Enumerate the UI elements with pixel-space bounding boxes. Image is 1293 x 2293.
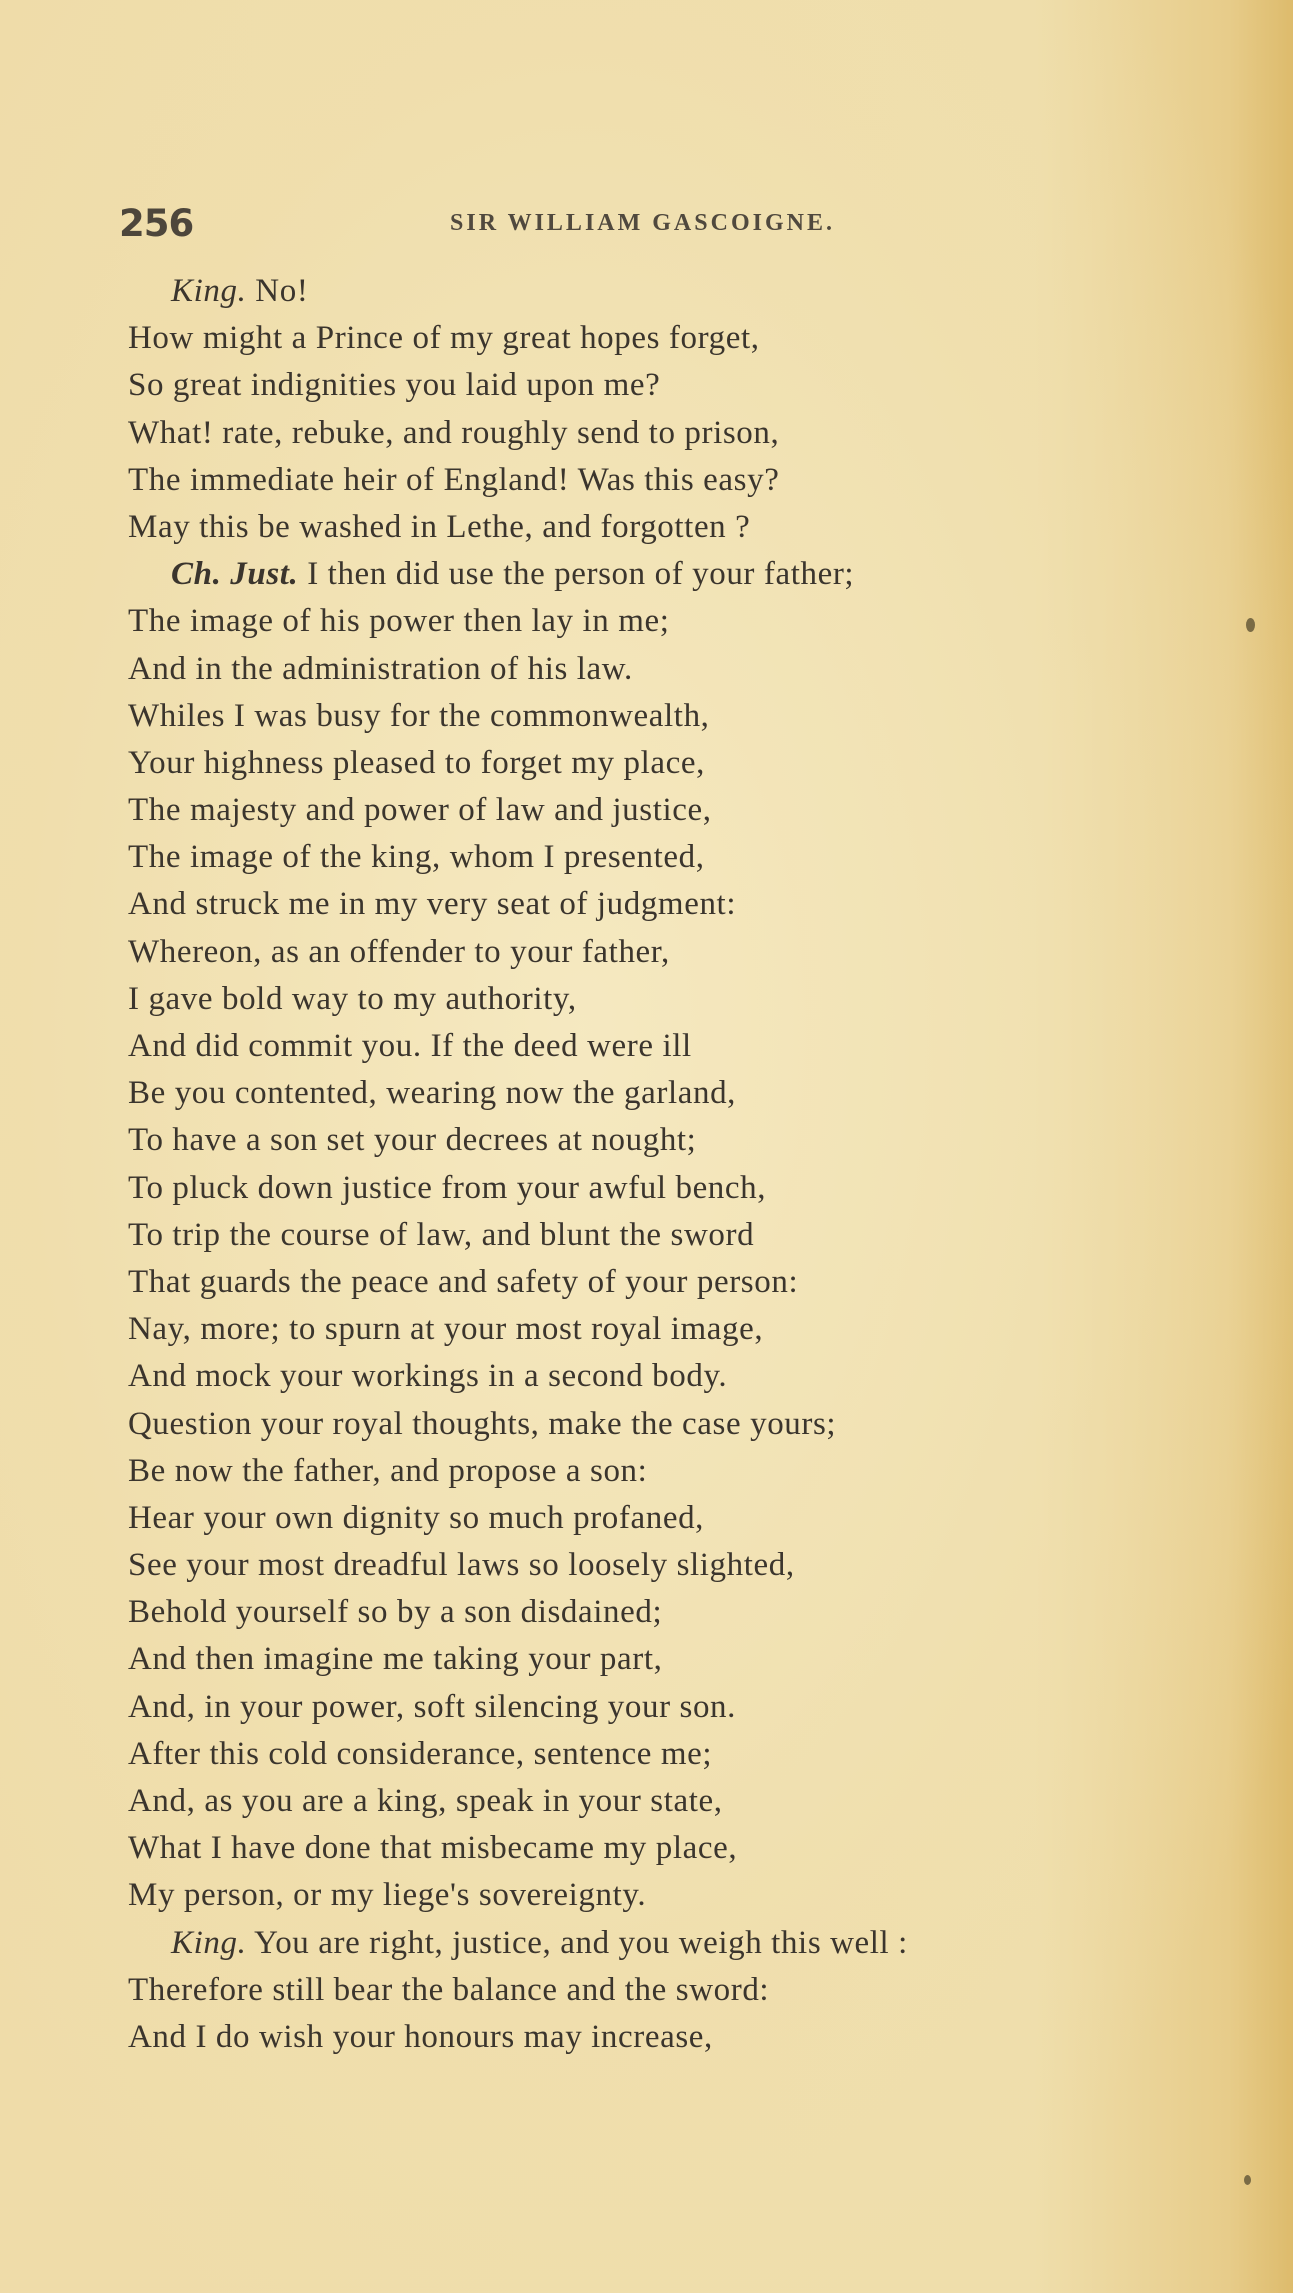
verse-line xyxy=(128,929,1228,976)
line-text: And in the administration of his law. xyxy=(128,650,633,687)
verse-line xyxy=(128,1117,1228,1164)
line-text: And, as you are a king, speak in your state, xyxy=(128,1783,723,1819)
speech-start-line xyxy=(128,1920,1228,1967)
line-text: My person, or my liege's sovereignty. xyxy=(128,1877,647,1914)
line-text: What I have done that misbecame my place, xyxy=(128,1830,738,1867)
line-text: Be now the father, and propose a son: xyxy=(128,1452,648,1489)
verse-line xyxy=(128,1306,1228,1353)
line-text: I then did use the person of your father; xyxy=(298,556,855,593)
line-text: Whereon, as an offender to your father, xyxy=(128,933,670,970)
line-text: What! rate, rebuke, and roughly send to prison, xyxy=(128,414,780,451)
verse-line xyxy=(128,693,1228,740)
line-text: Whiles I was busy for the commonwealth, xyxy=(128,697,710,734)
verse-line xyxy=(128,1165,1228,1212)
speaker-name: King. xyxy=(171,1924,247,1961)
verse-line xyxy=(128,1731,1228,1778)
line-text: So great indignities you laid upon me? xyxy=(128,367,661,404)
line-text: Be you contented, wearing now the garland, xyxy=(128,1075,737,1112)
verse-line xyxy=(128,1684,1228,1731)
verse-line xyxy=(128,1967,1228,2014)
line-text: And then imagine me taking your part, xyxy=(128,1641,663,1678)
line-text: And I do wish your honours may increase, xyxy=(128,2018,713,2055)
verse-line xyxy=(128,834,1228,881)
line-text: No! xyxy=(246,273,309,309)
line-text: The immediate heir of England! Was this easy? xyxy=(128,461,780,498)
verse-line xyxy=(128,1778,1228,1825)
verse-line xyxy=(128,1070,1228,1117)
line-text: To pluck down justice from your awful bench, xyxy=(128,1169,767,1206)
line-text: Question your royal thoughts, make the case yours; xyxy=(128,1405,837,1442)
line-text: After this cold considerance, sentence me; xyxy=(128,1735,713,1772)
line-text: How might a Prince of my great hopes forget, xyxy=(128,320,760,357)
verse-line xyxy=(128,410,1228,457)
verse-line xyxy=(128,881,1228,928)
verse-line xyxy=(128,1401,1228,1448)
speech-start-line xyxy=(128,551,1228,598)
verse-line xyxy=(128,1542,1228,1589)
verse-line xyxy=(128,787,1228,834)
verse-line xyxy=(128,740,1228,787)
line-text: See your most dreadful laws so loosely slighted, xyxy=(128,1547,795,1584)
line-text: May this be washed in Lethe, and forgotten ? xyxy=(128,508,751,545)
verse-line xyxy=(128,1259,1228,1306)
paper-speck xyxy=(1244,2175,1251,2185)
verse-line xyxy=(128,457,1228,504)
speech-start-line xyxy=(128,268,1228,315)
line-text: To trip the course of law, and blunt the sword xyxy=(128,1216,755,1253)
verse-line xyxy=(128,362,1228,409)
line-text: And struck me in my very seat of judgment: xyxy=(128,886,737,923)
line-text: You are right, justice, and you weigh this well : xyxy=(246,1924,908,1961)
running-title: SIR WILLIAM GASCOIGNE. xyxy=(450,210,835,236)
verse-line xyxy=(128,1589,1228,1636)
line-text: The image of his power then lay in me; xyxy=(128,603,670,640)
play-text xyxy=(128,268,1228,2061)
line-text: To have a son set your decrees at nought; xyxy=(128,1122,697,1159)
verse-line xyxy=(128,2014,1228,2061)
speaker-name: King. xyxy=(171,273,247,309)
verse-line xyxy=(128,504,1228,551)
page-header xyxy=(119,202,1119,245)
line-text: And mock your workings in a second body. xyxy=(128,1358,728,1395)
paper-speck xyxy=(1246,618,1255,632)
line-text: And did commit you. If the deed were ill xyxy=(128,1028,692,1064)
verse-line xyxy=(128,1448,1228,1495)
verse-line xyxy=(128,1636,1228,1683)
line-text: Nay, more; to spurn at your most royal image, xyxy=(128,1311,764,1348)
verse-line xyxy=(128,598,1228,645)
verse-line xyxy=(128,646,1228,693)
page-number: 256 xyxy=(119,202,194,245)
line-text: Hear your own dignity so much profaned, xyxy=(128,1499,705,1536)
verse-line xyxy=(128,1023,1228,1070)
line-text: Therefore still bear the balance and the sword: xyxy=(128,1971,770,2008)
line-text: And, in your power, soft silencing your son. xyxy=(128,1688,737,1725)
verse-line xyxy=(128,1353,1228,1400)
speaker-name: Ch. Just. xyxy=(171,556,299,593)
line-text: Your highness pleased to forget my place, xyxy=(128,744,705,781)
line-text: That guards the peace and safety of your person: xyxy=(128,1263,799,1300)
line-text: Behold yourself so by a son disdained; xyxy=(128,1594,663,1631)
verse-line xyxy=(128,1495,1228,1542)
verse-line xyxy=(128,1872,1228,1919)
line-text: The image of the king, whom I presented, xyxy=(128,839,705,876)
verse-line xyxy=(128,1825,1228,1872)
verse-line xyxy=(128,1212,1228,1259)
line-text: I gave bold way to my authority, xyxy=(128,980,577,1017)
verse-line xyxy=(128,315,1228,362)
line-text: The majesty and power of law and justice, xyxy=(128,792,712,829)
verse-line xyxy=(128,976,1228,1023)
